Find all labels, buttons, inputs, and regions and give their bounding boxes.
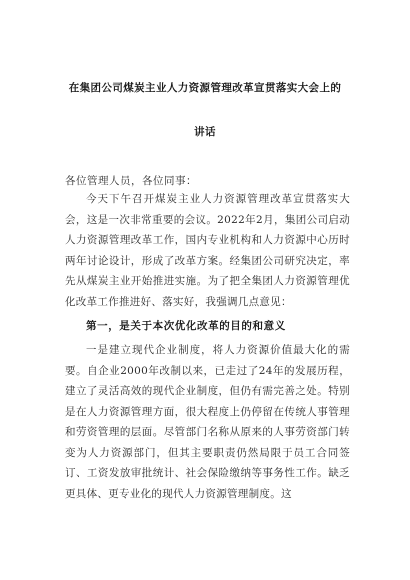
section-heading-first: 第一，是关于本次优化改革的目的和意义	[86, 320, 286, 332]
salutation: 各位管理人员，各位同事：	[65, 175, 197, 187]
document-title-line-1: 在集团公司煤炭主业人力资源管理改革宣贯落实大会上的	[68, 82, 342, 94]
paragraph-section-one: 一是建立现代企业制度，将人力资源价值最大化的需要。自企业2000年改制以来，已走过了24年的发展历程，建立了灵活高效的现代企业制度，但仍有需完善之处。特别是在人力资源管理方面，很大程度上仍停留在传统人事管理和劳资管理的层面。尽管部门名称从原来的人事劳资部门转变为人力资源部门，但其主要职责仍然局限于员工合同签订、工资发放审批统计、社会保险缴纳等事务性工作。缺乏更具体、更专业化的现代人力资源管理制度。这	[65, 344, 350, 500]
document-title-line-2: 讲话	[194, 126, 216, 138]
paragraph-intro: 今天下午召开煤炭主业人力资源管理改革宣贯落实大会，这是一次非常重要的会议。2022年2月，集团公司启动人力资源管理改革工作，国内专业机构和人力资源中心历时两年讨论设计，形成了改革方案。经集团公司研究决定，率先从煤炭主业开始推进实施。为了把全集团人力资源管理优化改革工作推进好、落实好，我强调几点意见：	[65, 193, 350, 308]
